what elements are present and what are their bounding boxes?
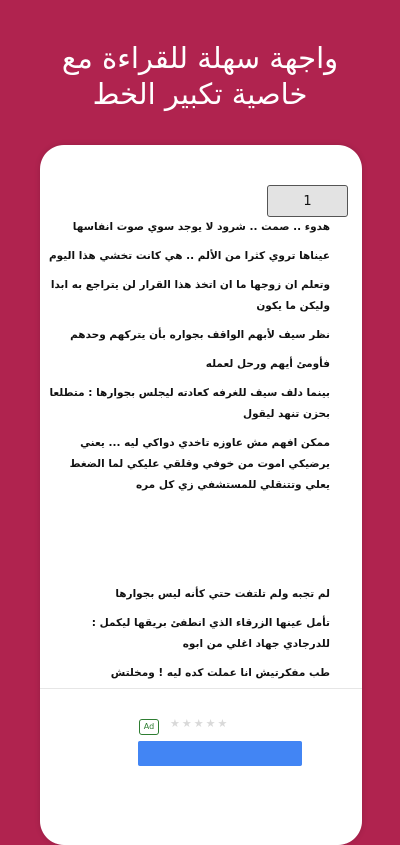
ad-cta-button[interactable] (138, 741, 302, 766)
reader-paragraph: هدوء .. صمت .. شرود لا يوجد سوي صوت انفاسها (72, 221, 330, 233)
reader-paragraph: طب مفكرتيش انا عملت كده ليه ! ومخلتش (110, 667, 330, 679)
reader-paragraph: فأومئ أيهم ورحل لعمله (205, 358, 330, 370)
ad-banner[interactable] (40, 688, 362, 801)
page-number-badge[interactable]: 1 (267, 185, 348, 217)
reader-paragraph: لم تجبه ولم تلتفت حتي كأنه ليس بجوارها (115, 588, 330, 600)
reader-paragraph: بينما دلف سيف للغرفه كعادته ليجلس بجوارها : متطلعا بحزن تنهد ليقول (49, 387, 330, 420)
ad-badge: Ad (139, 719, 159, 735)
reader-paragraph: نظر سيف لأبهم الواقف بجواره بأن يتركهم وحدهم (70, 329, 330, 341)
reader-paragraph: ممكن افهم مش عاوزه تاخدي دواكي ليه ... يعني يرضيكي اموت من خوفي وقلقي عليكي لما الضغط يعلي وتتنقلي للمستشفي زي كل مره (69, 437, 330, 491)
reader-paragraph: وتعلم ان زوجها ما ان اتخذ هذا القرار لن يتراجع به ابدا وليكن ما يكون (50, 279, 330, 312)
promo-title-line-1: واجهة سهلة للقراءة مع (61, 41, 339, 75)
promo-title-line-2: خاصية تكبير الخط (92, 77, 308, 111)
reader-paragraph: عيناها تروي كثرا من الألم .. هي كانت تخشي هذا اليوم (48, 250, 330, 262)
ad-rating-stars-icon: ★★★★★ (170, 717, 230, 730)
reader-text-area[interactable] (48, 217, 330, 692)
promo-title (0, 40, 400, 112)
reader-paragraph: تأمل عينها الزرقاء الذي انطفئ بريقها ليكمل : للدرجادي جهاد اغلي من ابوه (91, 617, 330, 650)
